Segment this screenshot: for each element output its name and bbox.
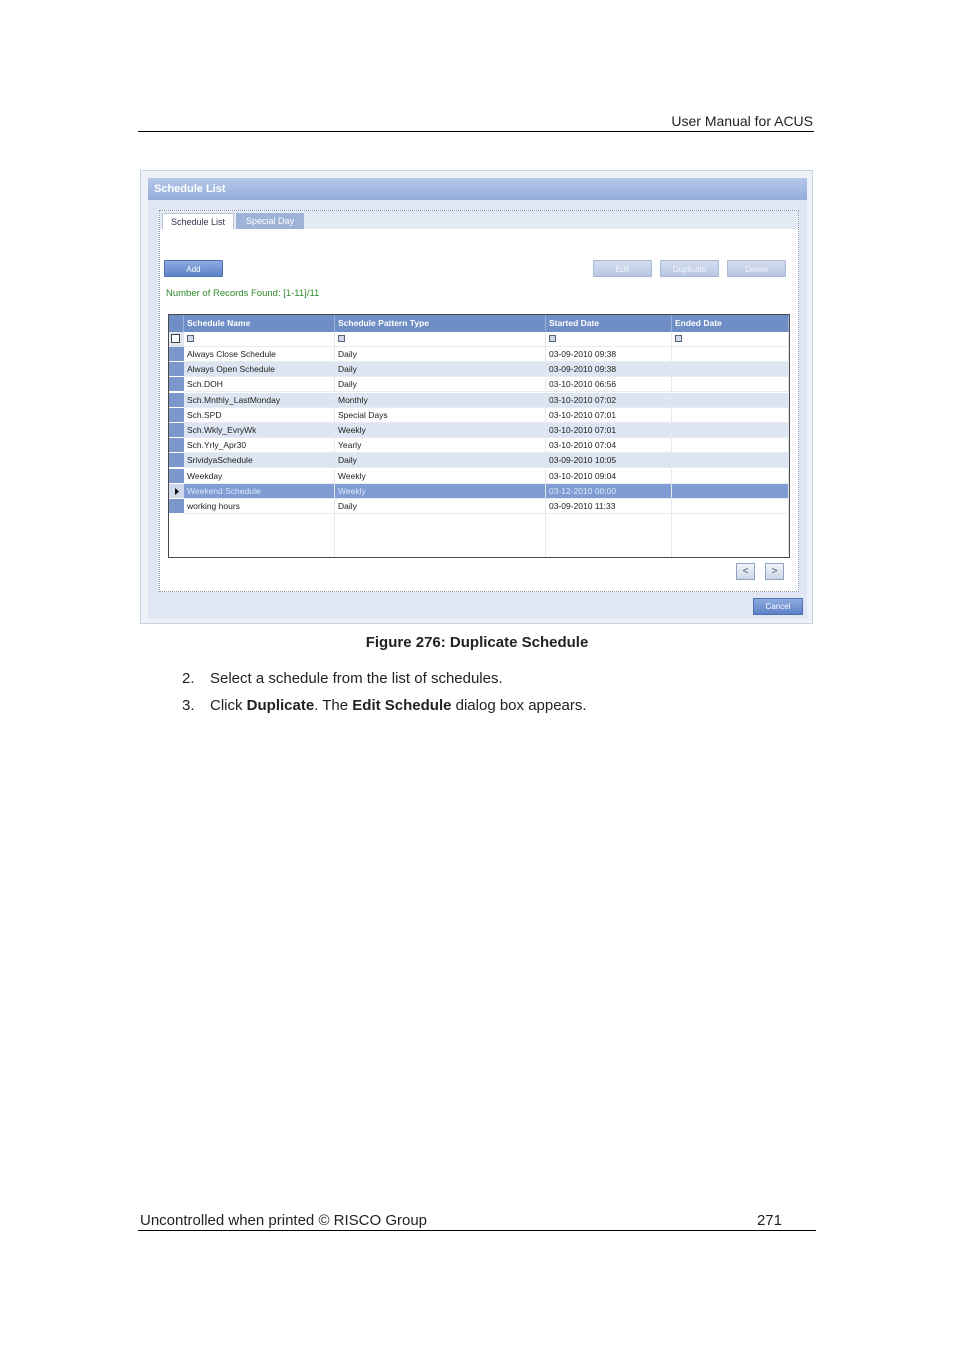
figure-caption: Figure 276: Duplicate Schedule xyxy=(365,634,589,651)
row-selector[interactable] xyxy=(169,408,184,423)
column-header-schedule-name[interactable]: Schedule Name xyxy=(184,315,335,332)
empty-cell xyxy=(335,542,546,557)
table-cell: Sch.Wkly_EvryWk xyxy=(184,423,335,438)
tab-schedule-list[interactable]: Schedule List xyxy=(162,213,234,229)
table-cell xyxy=(672,438,789,453)
row-selector[interactable] xyxy=(169,469,184,484)
page-header-title: User Manual for ACUS xyxy=(671,113,813,129)
table-row[interactable] xyxy=(169,438,789,453)
table-cell xyxy=(672,499,789,514)
empty-cell xyxy=(335,514,546,529)
footer-page-number: 271 xyxy=(756,1212,782,1229)
screenshot-figure xyxy=(140,170,813,624)
row-selector[interactable] xyxy=(169,438,184,453)
delete-button[interactable]: Delete xyxy=(727,260,786,277)
table-row[interactable] xyxy=(169,347,789,362)
table-row[interactable] xyxy=(169,362,789,377)
table-cell: 03-10-2010 09:04 xyxy=(546,469,672,484)
row-selector[interactable] xyxy=(169,499,184,514)
table-cell: 03-09-2010 09:38 xyxy=(546,347,672,362)
empty-cell xyxy=(184,542,335,557)
table-row[interactable] xyxy=(169,393,789,408)
table-cell: 03-10-2010 06:56 xyxy=(546,377,672,392)
table-cell: Monthly xyxy=(335,393,546,408)
table-cell: Sch.DOH xyxy=(184,377,335,392)
table-row[interactable] xyxy=(169,423,789,438)
header-rule xyxy=(138,131,814,132)
table-row[interactable] xyxy=(169,453,789,468)
empty-cell xyxy=(672,542,789,557)
row-selector[interactable] xyxy=(169,453,184,468)
schedule-panel xyxy=(159,210,799,592)
table-cell xyxy=(672,393,789,408)
table-cell: Sch.Yrly_Apr30 xyxy=(184,438,335,453)
filter-row xyxy=(169,332,789,347)
tab-strip xyxy=(160,211,798,229)
table-cell xyxy=(672,362,789,377)
table-cell: Daily xyxy=(335,499,546,514)
empty-cell xyxy=(672,514,789,529)
table-cell: Sch.SPD xyxy=(184,408,335,423)
empty-cell xyxy=(184,528,335,543)
empty-row xyxy=(169,542,789,558)
step-3: 3. Click Duplicate. The Edit Schedule dialog box appears. xyxy=(182,697,587,714)
cancel-button[interactable]: Cancel xyxy=(753,598,803,615)
table-cell: Yearly xyxy=(335,438,546,453)
duplicate-button[interactable]: Duplicate xyxy=(660,260,719,277)
table-cell: 03-09-2010 11:33 xyxy=(546,499,672,514)
table-row[interactable] xyxy=(169,484,789,499)
table-cell: Weekly xyxy=(335,484,546,499)
table-cell xyxy=(672,377,789,392)
table-cell: working hours xyxy=(184,499,335,514)
table-cell: 03-10-2010 07:01 xyxy=(546,423,672,438)
row-selector[interactable] xyxy=(169,377,184,392)
footer-copyright: Uncontrolled when printed © RISCO Group xyxy=(140,1212,428,1229)
add-button[interactable]: Add xyxy=(164,260,223,277)
grid-header-row xyxy=(169,315,789,332)
table-cell: Always Close Schedule xyxy=(184,347,335,362)
empty-cell xyxy=(335,528,546,543)
schedule-grid xyxy=(168,314,790,558)
filter-checkbox-name[interactable] xyxy=(187,335,194,342)
table-cell: Special Days xyxy=(335,408,546,423)
edit-button[interactable]: Edit xyxy=(593,260,652,277)
table-cell xyxy=(672,423,789,438)
table-row[interactable] xyxy=(169,499,789,514)
column-header-pattern-type[interactable]: Schedule Pattern Type xyxy=(335,315,546,332)
row-header-corner xyxy=(169,315,184,332)
table-cell: Weekend Schedule xyxy=(184,484,335,499)
table-cell: Weekly xyxy=(335,423,546,438)
empty-cell xyxy=(546,542,672,557)
table-cell xyxy=(672,408,789,423)
empty-cell xyxy=(546,514,672,529)
column-header-started-date[interactable]: Started Date xyxy=(546,315,672,332)
table-cell: Daily xyxy=(335,453,546,468)
table-cell: SrividyaSchedule xyxy=(184,453,335,468)
row-selector[interactable] xyxy=(169,393,184,408)
table-row[interactable] xyxy=(169,469,789,484)
prev-page-button[interactable]: < xyxy=(736,563,755,580)
row-selector[interactable] xyxy=(169,423,184,438)
table-cell xyxy=(672,484,789,499)
window-body xyxy=(148,200,807,619)
empty-cell xyxy=(184,514,335,529)
empty-cell xyxy=(672,528,789,543)
table-cell: 03-10-2010 07:02 xyxy=(546,393,672,408)
next-page-button[interactable]: > xyxy=(765,563,784,580)
records-found: Number of Records Found: [1-11]/11 xyxy=(166,288,320,299)
table-cell: Sch.Mnthly_LastMonday xyxy=(184,393,335,408)
row-selector[interactable] xyxy=(169,347,184,362)
table-cell: Weekday xyxy=(184,469,335,484)
table-cell: 03-09-2010 09:38 xyxy=(546,362,672,377)
table-cell: 03-09-2010 10:05 xyxy=(546,453,672,468)
table-row[interactable] xyxy=(169,377,789,392)
row-selector[interactable] xyxy=(169,362,184,377)
table-cell: 03-10-2010 07:04 xyxy=(546,438,672,453)
filter-checkbox-started[interactable] xyxy=(549,335,556,342)
table-row[interactable] xyxy=(169,408,789,423)
table-cell xyxy=(672,453,789,468)
tab-special-day[interactable]: Special Day xyxy=(236,213,304,229)
step-2: 2. Select a schedule from the list of schedules. xyxy=(182,670,503,687)
table-cell: 03-12-2010 00:00 xyxy=(546,484,672,499)
filter-checkbox-ended[interactable] xyxy=(675,335,682,342)
table-cell: Daily xyxy=(335,362,546,377)
column-header-ended-date[interactable]: Ended Date xyxy=(672,315,789,332)
row-selector-arrow-icon[interactable] xyxy=(169,484,184,499)
table-cell xyxy=(672,469,789,484)
table-cell: Weekly xyxy=(335,469,546,484)
table-cell: Always Open Schedule xyxy=(184,362,335,377)
empty-cell xyxy=(546,528,672,543)
table-cell: Daily xyxy=(335,377,546,392)
table-cell: Daily xyxy=(335,347,546,362)
table-cell xyxy=(672,347,789,362)
window-title: Schedule List xyxy=(148,178,807,200)
filter-checkbox-pattern[interactable] xyxy=(338,335,345,342)
filter-toggle-icon[interactable] xyxy=(169,332,184,347)
footer-rule xyxy=(138,1230,816,1231)
table-cell: 03-10-2010 07:01 xyxy=(546,408,672,423)
